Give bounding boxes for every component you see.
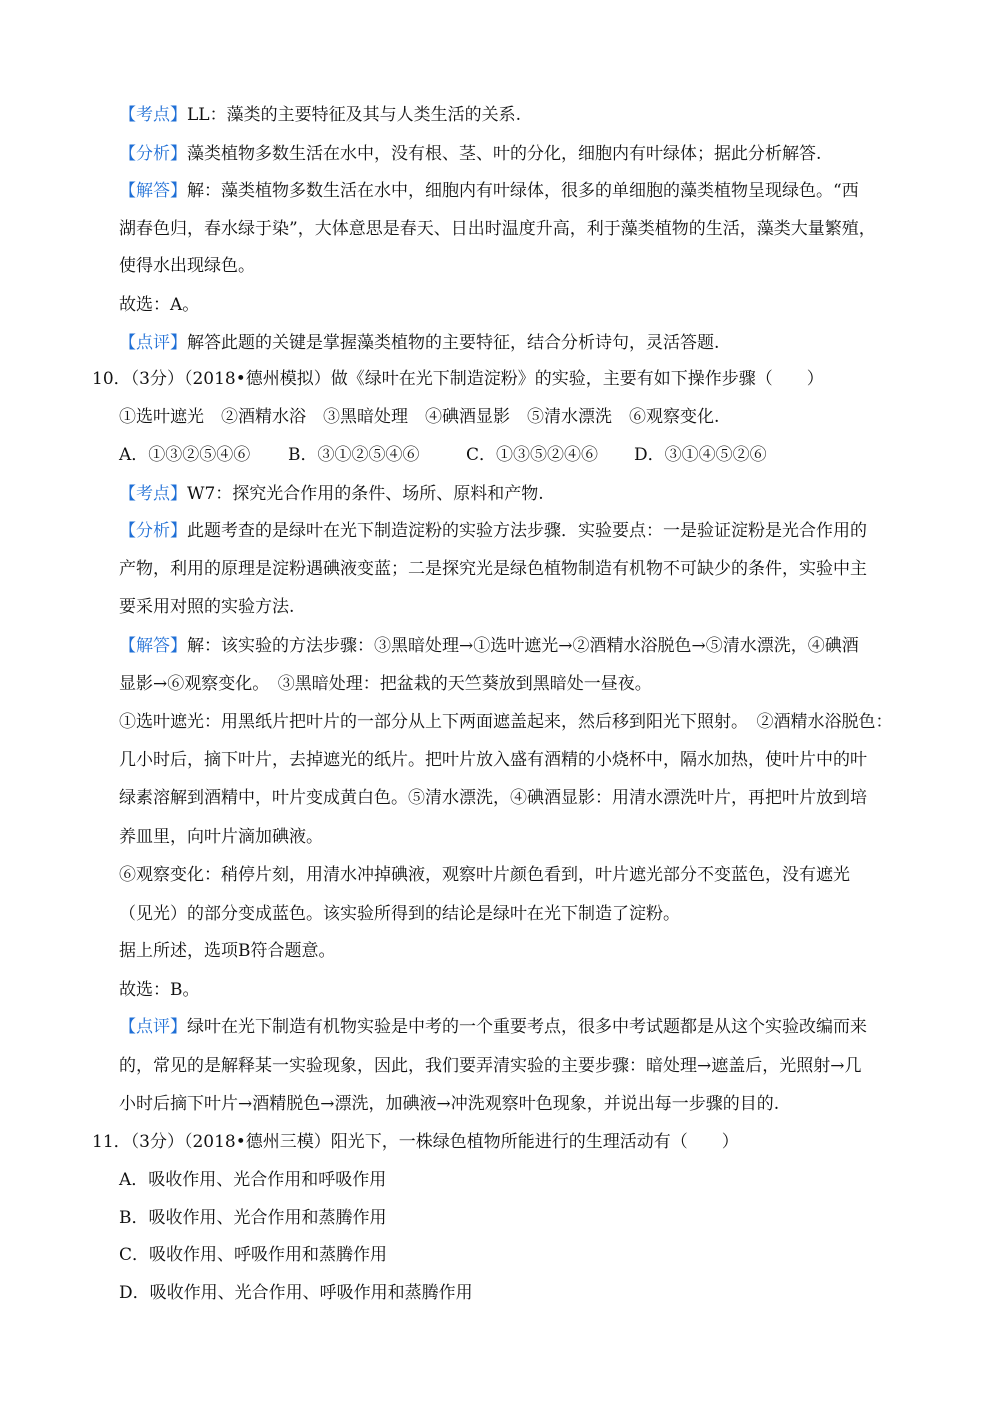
- q11-option-a: A．吸收作用、光合作用和呼吸作用: [119, 1170, 387, 1190]
- kaodian-tag: 【考点】: [119, 484, 187, 504]
- q10-fenxi-line1: [119, 520, 867, 542]
- dianping-tag: 【点评】: [119, 333, 187, 353]
- q10-guxuan: 故选：B。: [119, 980, 200, 1000]
- q9-fenxi-line: [119, 143, 821, 165]
- jieda-tag: 【解答】: [119, 636, 187, 656]
- q10-dianping-line1: [119, 1016, 867, 1038]
- q9-jieda-line1: [119, 180, 859, 202]
- kaodian-text: LL：藻类的主要特征及其与人类生活的关系.: [187, 105, 521, 125]
- q11-option-d: D．吸收作用、光合作用、呼吸作用和蒸腾作用: [119, 1283, 473, 1303]
- q10-jieda-line5: 绿素溶解到酒精中，叶片变成黄白色。⑤清水漂洗，④碘酒显影：用清水漂洗叶片，再把叶片放到培: [119, 788, 867, 808]
- q9-kaodian-line: [119, 104, 521, 126]
- q10-jieda-line4: 几小时后，摘下叶片，去掉遮光的纸片。把叶片放入盛有酒精的小烧杯中，隔水加热，使叶片中的叶: [119, 750, 867, 770]
- q11-option-b: B．吸收作用、光合作用和蒸腾作用: [119, 1208, 387, 1228]
- kaodian-tag: 【考点】: [119, 105, 187, 125]
- q9-guxuan: 故选：A。: [119, 295, 200, 315]
- q10-dianping-line3: 小时后摘下叶片→酒精脱色→漂洗，加碘液→冲洗观察叶色现象，并说出每一步骤的目的.: [119, 1094, 780, 1114]
- q10-option-d: D．③①④⑤②⑥: [634, 445, 767, 465]
- q10-steps: ①选叶遮光 ②酒精水浴 ③黑暗处理 ④碘酒显影 ⑤清水漂洗 ⑥观察变化.: [119, 407, 720, 427]
- fenxi-text: 此题考查的是绿叶在光下制造淀粉的实验方法步骤．实验要点：一是验证淀粉是光合作用的: [187, 521, 867, 541]
- q10-jieda-line3: ①选叶遮光：用黑纸片把叶片的一部分从上下两面遮盖起来，然后移到阳光下照射。 ②酒精水浴脱色：: [119, 712, 893, 732]
- q10-fenxi-line2: 产物，利用的原理是淀粉遇碘液变蓝；二是探究光是绿色植物制造有机物不可缺少的条件，实验中主: [119, 559, 867, 579]
- q10-option-c: C．①③⑤②④⑥: [466, 445, 599, 465]
- q10-jieda-line7: ⑥观察变化：稍停片刻，用清水冲掉碘液，观察叶片颜色看到，叶片遮光部分不变蓝色，没有遮光: [119, 865, 850, 885]
- q10-jieda-line2: 显影→⑥观察变化。 ③黑暗处理：把盆栽的天竺葵放到黑暗处一昼夜。: [119, 674, 652, 694]
- q10-stem: 10．（3分）（2018•德州模拟）做《绿叶在光下制造淀粉》的实验，主要有如下操作步骤（ ）: [92, 369, 824, 389]
- q10-option-b: B．③①②⑤④⑥: [288, 445, 420, 465]
- q10-option-a: A．①③②⑤④⑥: [119, 445, 251, 465]
- fenxi-tag: 【分析】: [119, 144, 187, 164]
- q11-option-c: C．吸收作用、呼吸作用和蒸腾作用: [119, 1245, 388, 1265]
- q10-jieda-line9: 据上所述，选项B符合题意。: [119, 941, 336, 961]
- q9-jieda-line2: 湖春色归，春水绿于染”，大体意思是春天、日出时温度升高，利于藻类植物的生活，藻类大量繁殖，: [119, 219, 876, 239]
- q10-jieda-line8: （见光）的部分变成蓝色。该实验所得到的结论是绿叶在光下制造了淀粉。: [119, 904, 680, 924]
- jieda-text: 解：该实验的方法步骤：③黑暗处理→①选叶遮光→②酒精水浴脱色→⑤清水漂洗，④碘酒: [187, 636, 859, 656]
- fenxi-tag: 【分析】: [119, 521, 187, 541]
- q9-jieda-line3: 使得水出现绿色。: [119, 256, 255, 276]
- q10-dianping-line2: 的，常见的是解释某一实验现象，因此，我们要弄清实验的主要步骤：暗处理→遮盖后，光照射→几: [119, 1056, 862, 1076]
- q10-kaodian-line: [119, 483, 544, 505]
- q10-jieda-line1: [119, 635, 859, 657]
- q10-jieda-line6: 养皿里，向叶片滴加碘液。: [119, 827, 323, 847]
- fenxi-text: 藻类植物多数生活在水中，没有根、茎、叶的分化，细胞内有叶绿体；据此分析解答.: [187, 144, 822, 164]
- q9-dianping-line: [119, 332, 719, 354]
- q11-stem: 11．（3分）（2018•德州三模）阳光下，一株绿色植物所能进行的生理活动有（ ）: [92, 1132, 739, 1152]
- kaodian-text: W7：探究光合作用的条件、场所、原料和产物.: [187, 484, 544, 504]
- dianping-text: 绿叶在光下制造有机物实验是中考的一个重要考点，很多中考试题都是从这个实验改编而来: [187, 1017, 867, 1037]
- dianping-tag: 【点评】: [119, 1017, 187, 1037]
- jieda-tag: 【解答】: [119, 181, 187, 201]
- jieda-text: 解：藻类植物多数生活在水中，细胞内有叶绿体，很多的单细胞的藻类植物呈现绿色。“西: [187, 181, 859, 201]
- dianping-text: 解答此题的关键是掌握藻类植物的主要特征，结合分析诗句，灵活答题.: [187, 333, 720, 353]
- q10-fenxi-line3: 要采用对照的实验方法.: [119, 597, 295, 617]
